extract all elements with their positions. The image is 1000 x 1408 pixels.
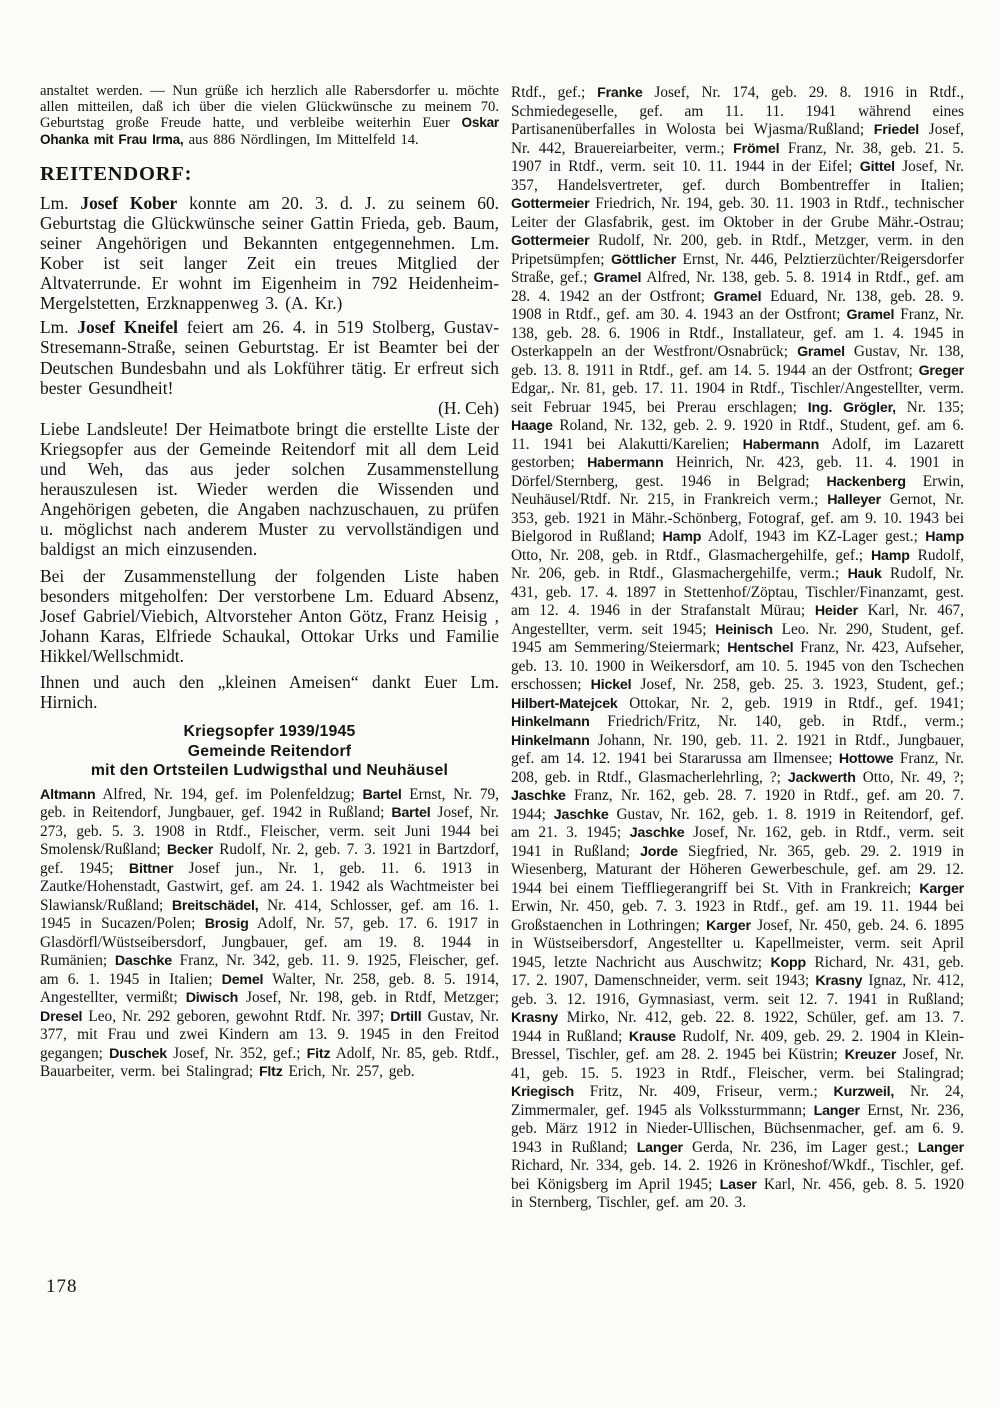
list-title bbox=[40, 722, 499, 781]
left-column bbox=[40, 84, 499, 1314]
paragraph-kober: Lm. Josef Kober konnte am 20. 3. d. J. zu seinem 60. Geburtstag die Glückwünsche seiner Gattin Frieda, geb. Baum, seiner Angehörigen und Bekannten entgegennehmen. Lm. Kober ist seit langer Zeit ein treues Mitglied der Altvaterrunde. Er wohnt im Eigenheim in 792 Heidenheim-Mergelstetten, Erzknappenweg 3. (A. Kr.) bbox=[40, 192, 499, 314]
paragraph-kneifel: Lm. Josef Kneifel feiert am 26. 4. in 519 Stolberg, Gustav-Stresemann-Straße, seinen Geburtstag. Er ist Beamter bei der Deutschen Bundesbahn und als Lokführer tätig. Er erfreut sich bester Gesundheit! bbox=[40, 317, 499, 398]
byline-h-ceh: (H. Ceh) bbox=[438, 397, 499, 418]
continuation-paragraph: anstaltet werden. — Nun grüße ich herzlich alle Rabersdorfer u. möchte allen mitteilen, daß ich über die vielen Glückwünsche zu meinem 70. Geburtstag große Freude hatte, und verbleibe weiterhin Euer Oskar Ohanka mit Frau Irma, aus 886 Nördlingen, Im Mittelfeld 14. bbox=[40, 84, 499, 149]
list-title-line-1: Kriegsopfer 1939/1945 bbox=[183, 723, 356, 741]
right-column bbox=[511, 84, 964, 1314]
list-title-line-3: mit den Ortsteilen Ludwigsthal und Neuhäusel bbox=[90, 762, 449, 780]
list-title-line-2: Gemeinde Reitendorf bbox=[187, 742, 352, 760]
page-number: 178 bbox=[46, 1276, 78, 1297]
casualty-list-left: Altmann Alfred, Nr. 194, gef. im Polenfeldzug; Bartel Ernst, Nr. 79, geb. in Reitendorf, Jungbauer, gef. 1942 in Rußland; Bartel Josef, Nr. 273, geb. 5. 3. 1908 in Rtdf., Fleischer, verm. seit Juni 1944 bei Smolensk/Rußland; Becker Rudolf, Nr. 2, geb. 7. 3. 1921 in Bartzdorf, gef. 1945; Bittner Josef jun., Nr. 1, geb. 11. 6. 1913 in Zautke/Hohenstadt, Gastwirt, gef. am 24. 1. 1942 als Wachtmeister bei Slawiansk/Rußland; Breitschädel, Nr. 414, Schlosser, gef. am 16. 1. 1945 in Sucazen/Polen; Brosig Adolf, Nr. 57, geb. 17. 6. 1917 in Glasdörfl/Wüstseibersdorf, Jungbauer, gef. am 19. 8. 1944 in Rumänien; Daschke Franz, Nr. 342, geb. 11. 9. 1925, Fleischer, gef. am 6. 1. 1945 in Italien; Demel Walter, Nr. 258, geb. 8. 5. 1914, Angestellter, vermißt; Diwisch Josef, Nr. 198, geb. in Rtdf, Metzger; Dresel Leo, Nr. 292 geboren, gewohnt Rtdf. Nr. 397; Drtill Gustav, Nr. 377, mit Frau und zwei Kindern am 13. 9. 1945 in den Freitod gegangen; Duschek Josef, Nr. 352, gef.; Fitz Adolf, Nr. 85, geb. Rtdf., Bauarbeiter, verm. bei Stalingrad; Fltz Erich, Nr. 257, geb. bbox=[40, 785, 499, 1081]
paragraph-contributors: Bei der Zusammenstellung der folgenden Liste haben besonders mitgeholfen: Der verstorbene Lm. Eduard Absenz, Josef Gabriel/Viebich, Altvorsteher Anton Götz, Franz Heisig , Johann Karas, Elfriede Schaukal, Ottokar Urks und Familie Hikkel/Wellschmidt. bbox=[40, 565, 499, 666]
casualty-list-right: Rtdf., gef.; Franke Josef, Nr. 174, geb. 29. 8. 1916 in Rtdf., Schmiedegeselle, gef. am 11. 11. 1941 während eines Partisanenüberfalles in Wolosta bei Wjasma/Rußland; Friedel Josef, Nr. 442, Brauereiarbeiter, verm.; Frömel Franz, Nr. 38, geb. 21. 5. 1907 in Rtdf., verm. seit 10. 11. 1944 in der Eifel; Gittel Josef, Nr. 357, Handelsvertreter, gef. durch Bombentreffer in Italien; Gottermeier Friedrich, Nr. 194, geb. 30. 11. 1903 in Rtdf., technischer Leiter der Glasfabrik, gest. im Oktober in der Grube Mähr.-Ostrau; Gottermeier Rudolf, Nr. 200, geb. in Rtdf., Metzger, verm. in den Pripetsümpfen; Göttlicher Ernst, Nr. 446, Pelztierzüchter/Reigersdorfer Straße, gef.; Gramel Alfred, Nr. 138, geb. 5. 8. 1914 in Rtdf., gef. am 28. 4. 1942 an der Ostfront; Gramel Eduard, Nr. 138, geb. 28. 9. 1908 in Rtdf., gef. am 30. 4. 1943 an der Ostfront; Gramel Franz, Nr. 138, geb. 28. 6. 1906 in Rtdf., Installateur, gef. am 1. 4. 1945 in Osterkappeln an der Westfront/Osnabrück; Gramel Gustav, Nr. 138, geb. 13. 8. 1911 in Rtdf., gef. am 14. 5. 1944 an der Ostfront; Greger Edgar,. Nr. 81, geb. 17. 11. 1904 in Rtdf., Tischler/Angestellter, verm. seit Februar 1945, bei Prerau erschlagen; Ing. Grögler, Nr. 135; Haage Roland, Nr. 132, geb. 2. 9. 1920 in Rtdf., Student, gef. am 6. 11. 1941 bei Alakutti/Karelien; Habermann Adolf, im Lazarett gestorben; Habermann Heinrich, Nr. 423, geb. 11. 4. 1901 in Dörfel/Sternberg, gest. 1946 in Belgrad; Hackenberg Erwin, Neuhäusel/Rtdf. Nr. 215, in Frankreich verm.; Halleyer Gernot, Nr. 353, geb. 1921 in Mähr.-Schönberg, Fotograf, gef. am 9. 10. 1943 bei Bielgorod in Rußland; Hamp Adolf, 1943 im KZ-Lager gest.; Hamp Otto, Nr. 208, geb. in Rtdf., Glasmachergehilfe, gef.; Hamp Rudolf, Nr. 206, geb. in Rtdf., Glasmachergehilfe, verm.; Hauk Rudolf, Nr. 431, geb. 17. 4. 1897 in Stettenhof/Zöptau, Tischler/Finanzamt, gest. am 12. 4. 1946 in der Strafanstalt Mürau; Heider Karl, Nr. 467, Angestellter, verm. seit 1945; Heinisch Leo. Nr. 290, Student, gef. 1945 am Semmering/Steiermark; Hentschel Franz, Nr. 423, Aufseher, geb. 13. 10. 1900 in Weikersdorf, am 10. 5. 1945 von den Tschechen erschossen; Hickel Josef, Nr. 258, geb. 25. 3. 1923, Student, gef.; Hilbert-Matejcek Ottokar, Nr. 2, geb. 1919 in Rtdf., gef. 1941; Hinkelmann Friedrich/Fritz, Nr. 140, geb. in Rtdf., verm.; Hinkelmann Johann, Nr. 190, geb. 11. 2. 1921 in Rtdf., Jungbauer, gef. am 14. 12. 1941 bei Stararussa am Ilmensee; Hottowe Franz, Nr. 208, geb. in Rtdf., Glasmacherlehrling, ?; Jackwerth Otto, Nr. 49, ?; Jaschke Franz, Nr. 162, geb. 28. 7. 1920 in Rtdf., gef. am 20. 7. 1944; Jaschke Gustav, Nr. 162, geb. 1. 8. 1919 in Reitendorf, gef. am 21. 3. 1945; Jaschke Josef, Nr. 162, geb. in Rtdf., verm. seit 1941 in Rußland; Jorde Siegfried, Nr. 365, geb. 29. 2. 1919 in Wiesenberg, Maturant der Höheren Gewerbeschule, gef. am 29. 12. 1944 bei einem Tieffliegerangriff bei St. Vith in Frankreich; Karger Erwin, Nr. 450, geb. 7. 3. 1923 in Rtdf., gef. am 19. 11. 1944 bei Großstaenchen in Lothringen; Karger Josef, Nr. 450, geb. 24. 6. 1895 in Wüstseibersdorf, Angestellter u. Kapellmeister, verm. seit April 1945, letzte Nachricht aus Auschwitz; Kopp Richard, Nr. 431, geb. 17. 2. 1907, Damenschneider, verm. seit 1943; Krasny Ignaz, Nr. 412, geb. 3. 12. 1916, Gymnasiast, verm. seit 12. 7. 1941 in Rußland; Krasny Mirko, Nr. 412, geb. 22. 8. 1922, Schüler, gef. am 13. 7. 1944 in Rußland; Krause Rudolf, Nr. 409, geb. 29. 2. 1904 in Klein-Bressel, Tischler, gef. am 28. 2. 1945 bei Küstrin; Kreuzer Josef, Nr. 41, geb. 15. 5. 1923 in Rtdf., Fleischer, verm. bei Stalingrad; Kriegisch Fritz, Nr. 409, Friseur, verm.; Kurzweil, Nr. 24, Zimmermaler, gef. 1945 als Volkssturmmann; Langer Ernst, Nr. 236, geb. März 1912 in Nieder-Ullischen, Büchsenmacher, gef. am 6. 9. 1943 in Rußland; Langer Gerda, Nr. 236, im Lager gest.; Langer Richard, Nr. 334, geb. 14. 2. 1926 in Kröneshof/Wkdf., Tischler, gef. bei Königsberg im April 1945; Laser Karl, Nr. 456, geb. 8. 5. 1920 in Sternberg, Tischler, gef. am 20. 3. bbox=[511, 84, 964, 1211]
paragraph-thanks: Ihnen und auch den „kleinen Ameisen“ dankt Euer Lm. Hirnich. bbox=[40, 671, 499, 713]
paragraph-appeal: Liebe Landsleute! Der Heimatbote bringt die erstellte Liste der Kriegsopfer aus der Gemeinde Reitendorf mit all dem Leid und Weh, das aus jeder solchen Zusammenstellung herauszulesen ist. Wieder werden die Wissenden und Angehörigen gebeten, die Angaben nachzuschauen, zu prüfen u. möglichst nach anderem Muster zu vervollständigen und baldigst an mich einzusenden. bbox=[40, 418, 499, 560]
section-heading-reitendorf: REITENDORF: bbox=[40, 162, 193, 185]
